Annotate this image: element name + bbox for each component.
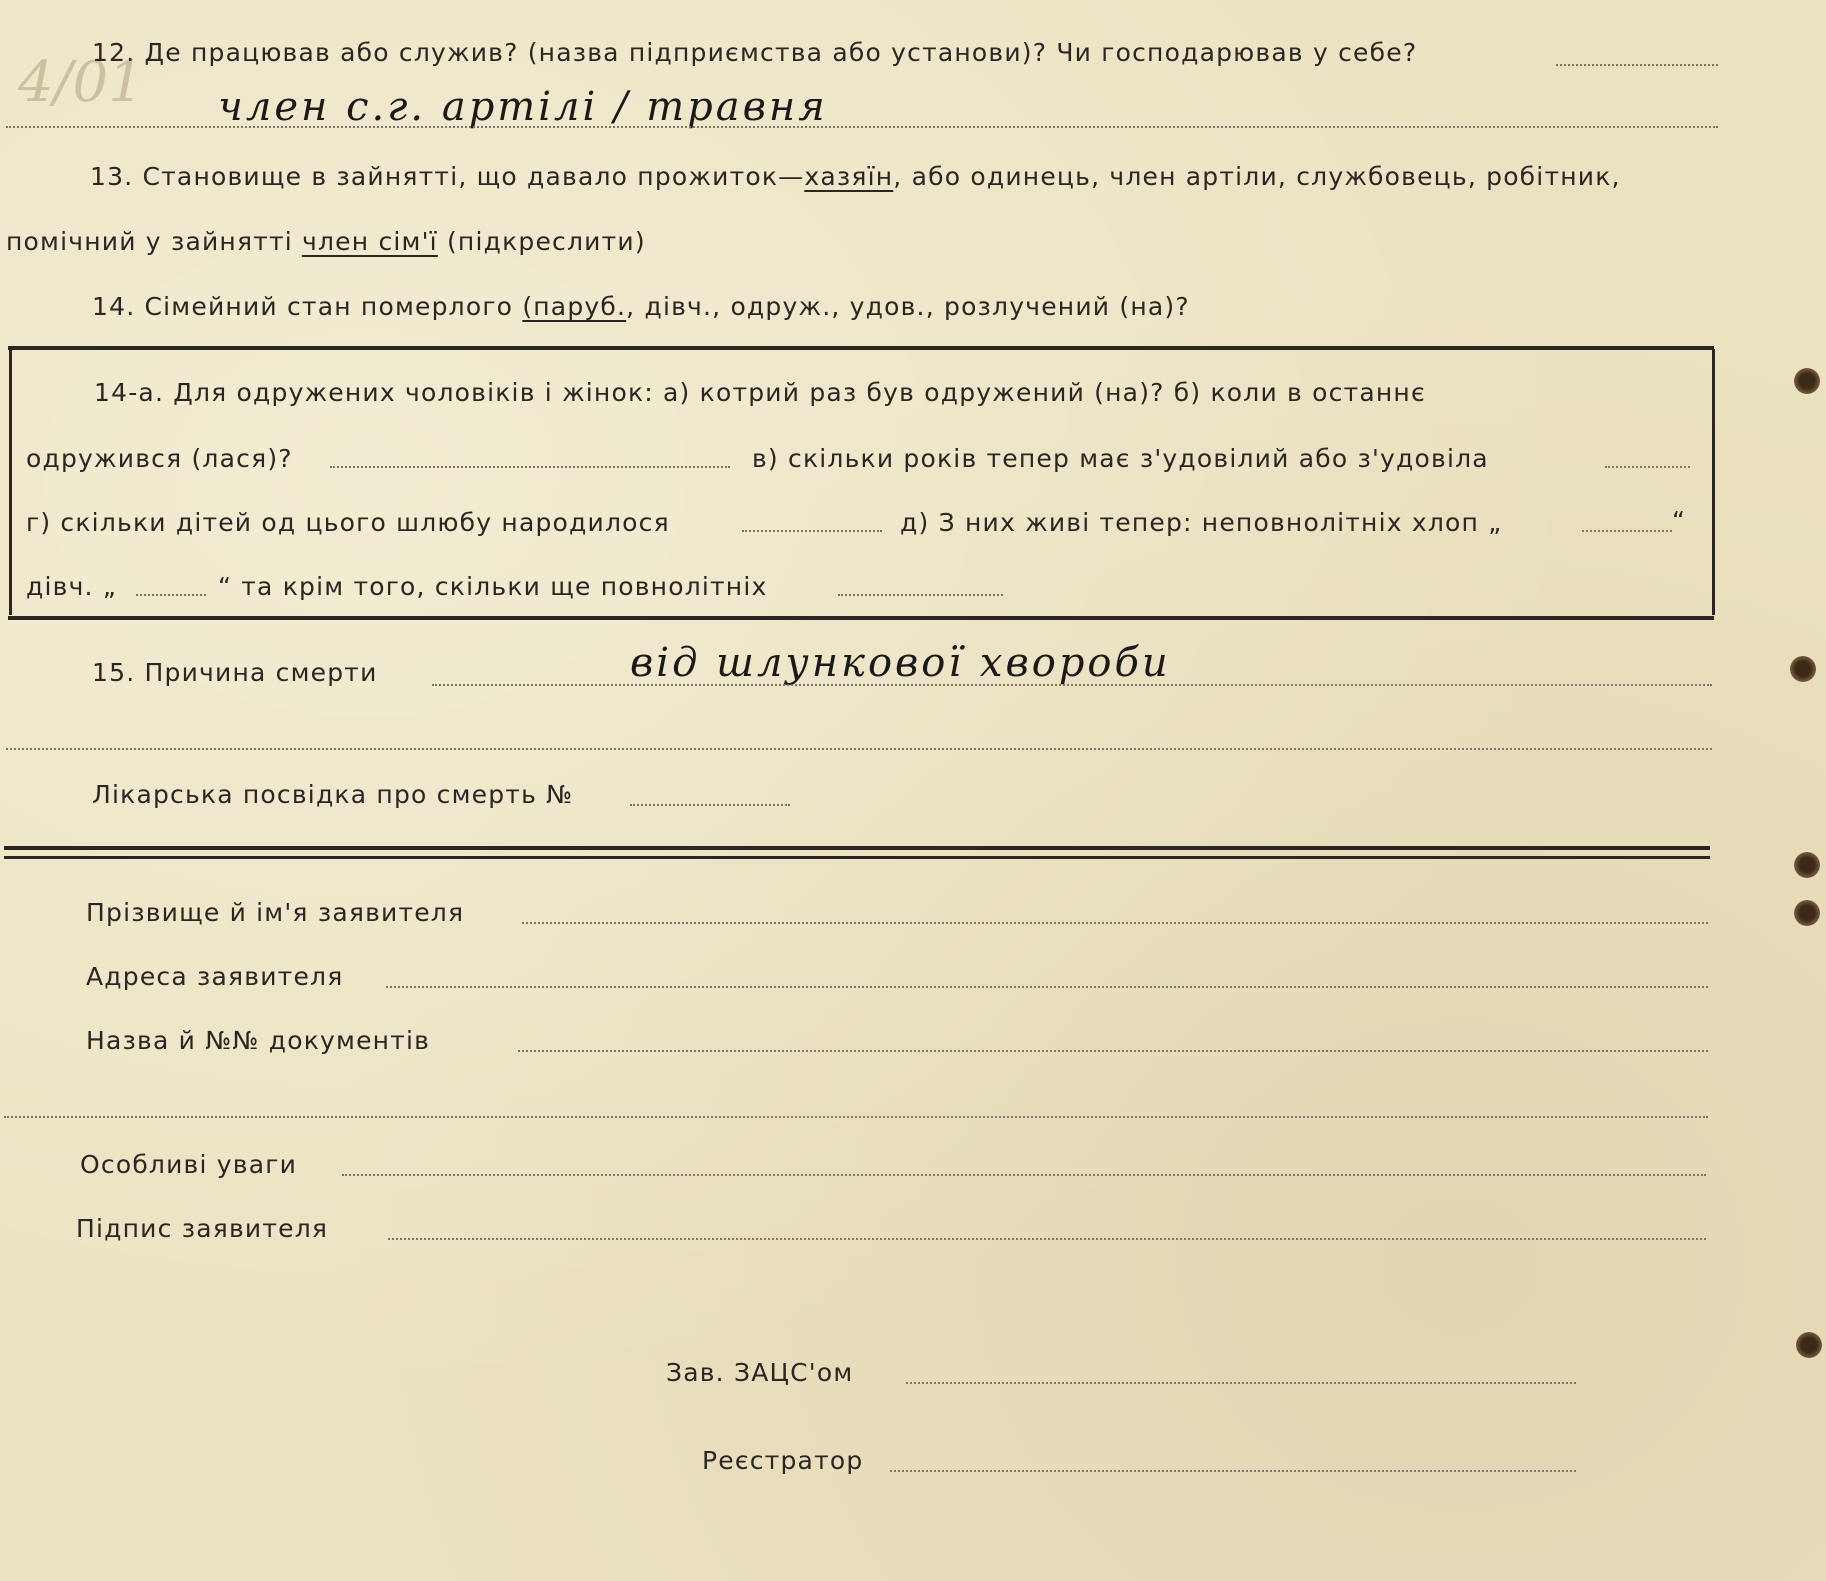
q15-label: 15. Причина смерти — [92, 658, 378, 687]
applicant-name-label: Прізвище й ім'я заявителя — [86, 898, 465, 927]
q12-answer-line — [6, 126, 1718, 128]
q14a-line3b: д) З них живі тепер: неповнолітніх хлоп „ — [900, 508, 1503, 537]
q14a-adults-field — [838, 594, 1003, 596]
applicant-signature-field — [388, 1238, 1706, 1240]
q14-text: 14. Сімейний стан померлого — [92, 292, 523, 321]
q12-answer: член с.г. артілі / травня — [218, 84, 828, 130]
q14a-boys-field — [1582, 530, 1672, 532]
q14a-line1: 14-а. Для одружених чоловіків і жінок: а) котрий раз був одружений (на)? б) коли в останнє — [94, 378, 1426, 407]
box-bottom-rule — [8, 616, 1714, 620]
special-notes-label: Особливі уваги — [80, 1150, 298, 1179]
applicant-signature-label: Підпис заявителя — [76, 1214, 329, 1243]
registrar-label: Реєстратор — [702, 1446, 864, 1475]
q14a-line4a: дівч. „ — [26, 572, 117, 601]
q15-answer-line — [432, 684, 1712, 686]
binding-hole — [1796, 1332, 1822, 1358]
q13-line1 — [90, 162, 1621, 191]
registrar-signature-field — [890, 1470, 1576, 1472]
q14a-last-marriage-field — [330, 466, 730, 468]
applicant-name-field — [522, 922, 1708, 924]
q13-text2: помічний у зайнятті — [6, 227, 303, 256]
q14a-line3c: “ — [1672, 506, 1687, 535]
medical-certificate-field — [630, 804, 790, 806]
q15-answer: від шлункової хвороби — [630, 640, 1171, 686]
q14-line — [92, 292, 1190, 321]
q14-options: , дівч., одруж., удов., розлучений (на)? — [626, 292, 1190, 321]
binding-hole — [1794, 852, 1820, 878]
zags-head-label: Зав. ЗАЦС'ом — [666, 1358, 854, 1387]
q13-line2 — [6, 227, 646, 256]
q13-family-member-option: член сім'ї — [302, 227, 438, 256]
q13-text: 13. Становище в зайнятті, що давало прожиток— — [90, 162, 805, 191]
q13-options: , або одинець, член артіли, службовець, робітник, — [893, 162, 1621, 191]
binding-hole — [1790, 656, 1816, 682]
applicant-address-field — [386, 986, 1708, 988]
special-notes-field — [342, 1174, 1706, 1176]
section-double-rule-top — [4, 846, 1710, 850]
q14a-line4b: “ та крім того, скільки ще повнолітніх — [218, 572, 768, 601]
documents-field — [518, 1050, 1708, 1052]
medical-certificate-label: Лікарська посвідка про смерть № — [92, 780, 574, 809]
q14a-line2b: в) скільки років тепер має з'удовілий або з'удовіла — [752, 444, 1489, 473]
q14a-line3a: г) скільки дітей од цього шлюбу народилося — [26, 508, 670, 537]
applicant-address-label: Адреса заявителя — [86, 962, 344, 991]
binding-hole — [1794, 900, 1820, 926]
q14-single-option: (паруб. — [522, 292, 627, 321]
q14a-girls-field — [136, 594, 206, 596]
binding-hole — [1794, 368, 1820, 394]
q12-label: 12. Де працював або служив? (назва підприємства або установи)? Чи господарював у себе? — [92, 38, 1418, 67]
q13-owner-option: хазяїн — [804, 162, 894, 191]
zags-head-signature-field — [906, 1382, 1576, 1384]
q12-dotted-line — [1556, 64, 1718, 66]
section-double-rule-bottom — [4, 856, 1710, 859]
q15-extra-line — [6, 748, 1712, 750]
documents-extra-line — [4, 1116, 1708, 1118]
documents-label: Назва й №№ документів — [86, 1026, 431, 1055]
q14a-line2a: одружився (лася)? — [26, 444, 293, 473]
q14a-widowed-years-field — [1605, 466, 1690, 468]
q14a-children-field — [742, 530, 882, 532]
faded-marking: 4/01 — [18, 50, 144, 115]
q13-instruction: (підкреслити) — [437, 227, 646, 256]
